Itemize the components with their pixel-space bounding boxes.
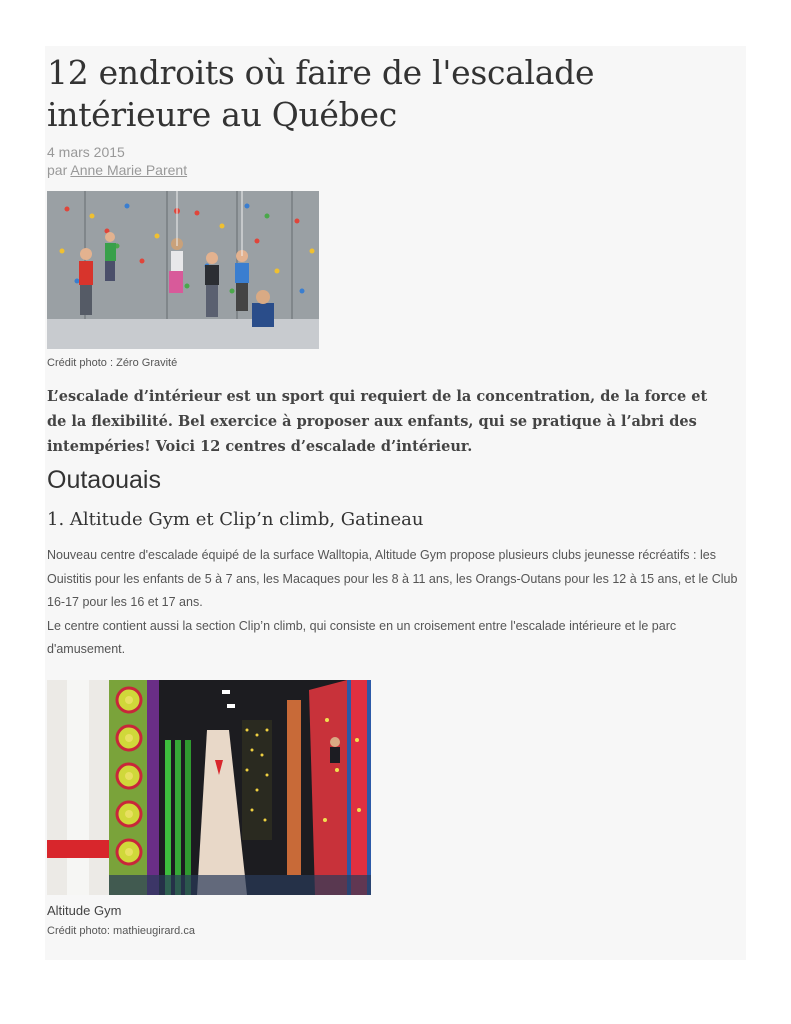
altitude-gym-photo [47,680,371,895]
author-line [47,162,187,178]
author-link[interactable]: Anne Marie Parent [70,162,188,178]
photo-caption: Altitude Gym [47,903,122,918]
article-intro: L’escalade d’intérieur est un sport qui requiert de la concentration, de la force et de la flexibilité. Bel exercice à proposer aux enfants, qui se pratique à l’abri des intempéries! Voici 12 centres d’escalade d’intérieur. [47,388,708,455]
region-heading: Outaouais [47,466,161,494]
photo-credit: Crédit photo : Zéro Gravité [47,357,178,369]
photo-credit-2: Crédit photo: mathieugirard.ca [47,925,195,937]
article-date: 4 mars 2015 [47,144,125,160]
gym-paragraph-2: Le centre contient aussi la section Clip’n climb, qui consiste en un croisement entre l'escalade intérieure et le parc d'amusement. [47,618,677,656]
gym-description [47,544,747,662]
gym-heading: 1. Altitude Gym et Clip’n climb, Gatineau [47,509,424,530]
gym-paragraph-1: Nouveau centre d'escalade équipé de la surface Walltopia, Altitude Gym propose plusieurs clubs jeunesse récréatifs : les Ouistitis pour les enfants de 5 à 7 ans, les Macaques pour les 8 à 11 ans, les Orangs-Outans pour les 12 à 15 ans, et le Club 16-17 pour les 16 et 17 ans. [47,548,738,609]
climbing-kids-photo [47,191,319,349]
article-title: 12 endroits où faire de l'escalade intérieure au Québec [47,53,595,134]
author-prefix: par [47,162,68,178]
article-container [45,46,746,960]
